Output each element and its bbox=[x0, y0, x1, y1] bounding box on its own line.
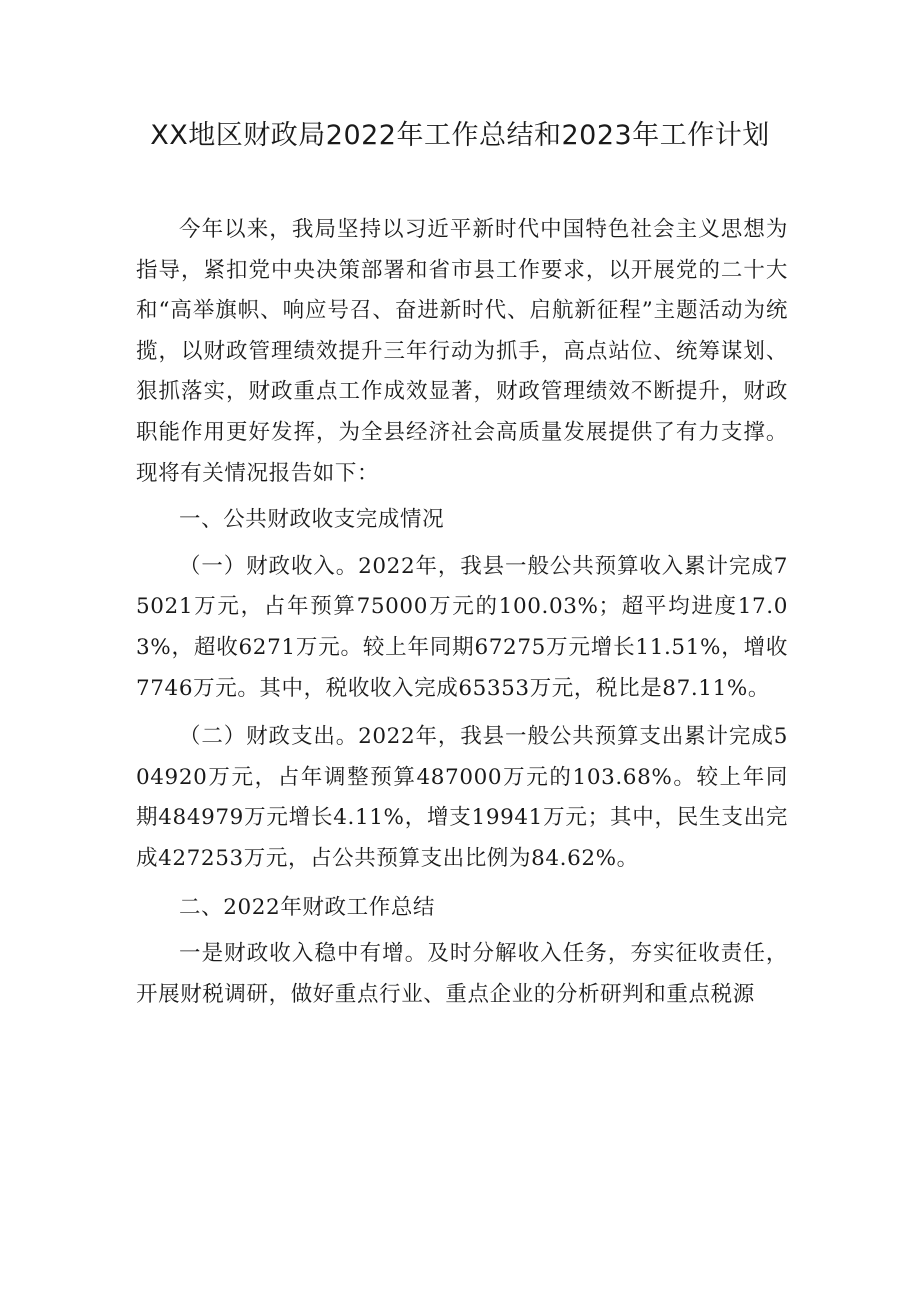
summary-paragraph-1: 一是财政收入稳中有增。及时分解收入任务，夯实征收责任，开展财税调研，做好重点行业、重点企业的分析研判和重点税源 bbox=[136, 941, 788, 1007]
document-body bbox=[136, 210, 788, 1015]
section-heading-2: 二、2022年财政工作总结 bbox=[179, 894, 436, 920]
expenditure-paragraph: （二）财政支出。2022年，我县一般公共预算支出累计完成504920万元，占年调整预算487000万元的103.68%。较上年同期484979万元增长4.11%，增支19941万元；其中，民生支出完成427253万元，占公共预算支出比例为84.62%。 bbox=[136, 724, 788, 871]
intro-paragraph: 今年以来，我局坚持以习近平新时代中国特色社会主义思想为指导，紧扣党中央决策部署和省市县工作要求，以开展党的二十大和“高举旗帜、响应号召、奋进新时代、启航新征程”主题活动为统揽，以财政管理绩效提升三年行动为抓手，高点站位、统筹谋划、狠抓落实，财政重点工作成效显著，财政管理绩效不断提升，财政职能作用更好发挥，为全县经济社会高质量发展提供了有力支撑。现将有关情况报告如下： bbox=[136, 217, 788, 486]
section-heading-1: 一、公共财政收支完成情况 bbox=[179, 507, 445, 533]
document-title: XX地区财政局2022年工作总结和2023年工作计划 bbox=[150, 120, 770, 151]
revenue-paragraph: （一）财政收入。2022年，我县一般公共预算收入累计完成75021万元，占年预算75000万元的100.03%；超平均进度17.03%，超收6271万元。较上年同期67275万元增长11.51%，增收7746万元。其中，税收收入完成65353万元，税比是87.11%。 bbox=[136, 553, 788, 701]
